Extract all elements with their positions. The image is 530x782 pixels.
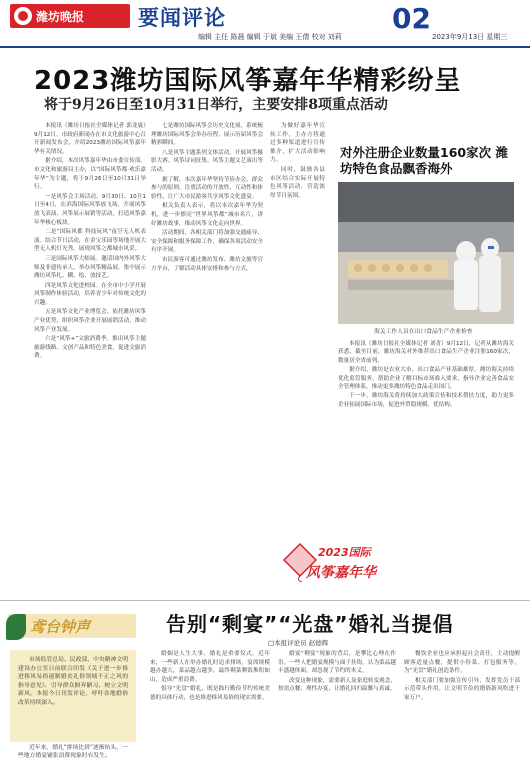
main-story-column-1	[34, 122, 146, 592]
paragraph: 相关负责人表示，将以本次嘉年华为契机，进一步擦亮“世界风筝都”城市名片，讲好潍坊故事，推动风筝文化走向世界。	[151, 203, 263, 227]
paragraph: 据介绍，本次风筝嘉年华由市委宣传部、市文化和旅游局主办，以“国际风筝都·欢乐嘉年华”为主题，将于9月26日至10月31日举行。	[34, 158, 146, 191]
paragraph: 一是风筝会主场活动。9月30日、10月1日至4日，在滨海国际风筝放飞场，开展风筝放飞表演、风筝展示展销等活动，打造风筝嘉年华核心板块。	[34, 193, 146, 226]
photo-story-headline: 对外注册企业数量160家次 潍坊特色食品飘香海外	[340, 145, 508, 176]
commentary-box	[10, 650, 136, 742]
column-name: 鸢台钟声	[30, 618, 91, 636]
paragraph: 同时，鼓励各县市区结合实际开展特色风筝活动，营造浓厚节日氛围。	[270, 166, 325, 199]
editor-credits: 编辑 主任 陈晨 编辑 于斌 美编 王倩 校对 刘莉	[198, 33, 342, 41]
paragraph: 本报讯（潍坊日报社全媒体记者 刘青）9月12日，记者从潍坊海关获悉，截至目前，潍坊海关对外推荐出口食品生产企业注册160家次，数量居全省前列。	[338, 341, 514, 364]
paragraph: 婚宴“剩宴”现象的背后，是攀比心理在作祟。一些人把婚宴规模与面子挂钩，认为菜品越丰盛越体面，却忽视了节约的本义。	[278, 651, 396, 675]
page-number: 02	[392, 2, 431, 35]
wedding-byline: □本报评论员 赵德辉	[268, 639, 329, 647]
header-divider	[0, 46, 530, 48]
photo-story-body	[338, 340, 514, 540]
sub-headline: 将于9月26日至10月31日举行，主要安排8项重点活动	[44, 97, 388, 113]
food-factory-photo-icon	[338, 182, 514, 324]
paragraph: 倡导“光盘”婚礼，既是践行勤俭节约传统美德的具体行动，也是推进移风易俗的现实需要。	[150, 686, 270, 701]
paragraph: 据了解，本次嘉年华坚持节俭办会、群众参与的原则，注重活动的开放性、互动性和体验性，让广大市民游客共享风筝文化盛宴。	[151, 176, 263, 200]
kite-logo-title: 风筝嘉年华	[306, 565, 376, 581]
paragraph: 活动期间，各相关部门将加强交通疏导、安全保障和服务保障工作，确保各项活动安全有序开展。	[151, 230, 263, 254]
logo-emblem-icon	[14, 7, 32, 25]
paragraph: 改变这种现象，需要新人及家庭转变观念，按需点餐、理性办宴，让婚礼回归温馨与真诚。	[278, 677, 396, 693]
main-story-column-3	[270, 122, 325, 582]
newspaper-logo	[10, 4, 130, 28]
main-story-column-2	[151, 122, 263, 582]
paragraph: 七是潍坊国际风筝会历史文化展。系统梳理潍坊国际风筝会举办历程，展示历届风筝会精彩瞬间。	[151, 123, 263, 147]
paragraph: 据介绍，潍坊是农业大市，出口食品产业基础雄厚。潍坊海关持续优化监管服务，帮助企业了解目标市场准入要求，指导企业完善食品安全管理体系，推动更多潍坊特色食品走出国门。	[338, 367, 514, 391]
column-leaf-icon	[6, 614, 26, 640]
paragraph: 相关部门要加强宣传引导，发挥党员干部示范带头作用，让文明节俭的婚俗新风吹进千家万户。	[404, 677, 520, 701]
paragraph: 四是风筝文化进校园。在全市中小学开展风筝制作体验活动，培养青少年对传统文化的兴趣。	[34, 282, 146, 306]
paragraph: 下一步，潍坊海关将持续加大政策宣传和技术帮扶力度，助力更多企业拓展国际市场，促进外贸稳规模、优结构。	[338, 393, 514, 408]
news-photo	[338, 182, 514, 324]
paragraph: 市民游客可通过潍坊发布、潍坊文旅等官方平台，了解活动具体安排和参与方式。	[151, 256, 263, 272]
masthead	[0, 0, 530, 48]
wedding-column-3	[404, 650, 520, 780]
paragraph: 三是国际风筝大师展。邀请国内外风筝大师及非遗传承人，举办风筝精品展，集中展示潍坊风筝扎、糊、绘、放技艺。	[34, 255, 146, 280]
paragraph: 五是风筝文化产业博览会。依托潍坊风筝产业优势，组织风筝企业开展展销活动，推动风筝产业发展。	[34, 309, 146, 333]
paragraph: 二是“国际风都 科技玩风”夜空无人机表演。结合节日活动，在金宝乐园等场地开展大型无人机灯光秀，展现风筝之都城市风采。	[34, 229, 146, 253]
section-title: 要闻评论	[138, 5, 226, 30]
kite-festival-logo	[278, 536, 398, 596]
wedding-headline: 告别“剩宴”“光盘”婚礼当提倡	[166, 612, 454, 636]
section-divider	[0, 600, 530, 601]
kite-logo-year: 2023国际	[318, 546, 371, 559]
paragraph: 婚姻是人生大事，婚礼是重要仪式。近年来，一些新人在举办婚礼时追求排场，宴席规模越办越大，菜品越点越多，最终剩菜剩饭堆积如山，造成严重浪费。	[150, 651, 270, 683]
paragraph: 八是风筝主题系列文体活动。开展风筝摄影大赛、风筝诗词征集、风筝主题文艺演出等活动。	[151, 149, 263, 173]
issue-date: 2023年9月13日 星期三	[432, 33, 508, 41]
photo-caption: 海关工作人员在出口食品生产企业检查	[374, 329, 473, 335]
main-headline: 2023潍坊国际风筝嘉年华精彩纷呈	[34, 66, 462, 96]
paragraph: 市场监管总局、民政部、中央精神文明建设办公室日前联合印发《关于进一步推进移风易俗遏制婚丧礼俗领域不正之风的指导意见》，引导群众摒弃陋习、树立文明新风。本报今日刊发评论，呼吁各地婚俗改革持续深入。	[18, 657, 128, 706]
paragraph: 六是“风筝+”文旅消费季。推出风筝主题旅游线路、文创产品和特色美食，促进文旅消费。	[34, 336, 146, 360]
newspaper-name: 潍坊晚报	[36, 9, 85, 24]
paragraph: 本报讯（潍坊日报社全媒体记者 郭龙寰）9月12日，市政府新闻办在市文化旅游中心召开新闻发布会，介绍2023潍坊国际风筝嘉年华有关情况。	[34, 123, 146, 155]
wedding-column-2	[278, 650, 396, 780]
wedding-column-1	[150, 650, 270, 780]
column-badge	[0, 606, 140, 646]
paragraph: 为做好嘉年华宣传工作，主办方将通过多种渠道进行宣传推介，扩大活动影响力。	[270, 123, 325, 164]
paragraph: 餐饮企业也应承担起社会责任，主动提醒顾客适量点餐，提供小份菜、打包服务等，为“光盘”婚礼创造条件。	[404, 651, 520, 675]
commentary-text: 近年来，婚礼“排场比拼”逐渐抬头，一些地方婚宴铺张浪费现象时有发生。	[18, 745, 128, 760]
